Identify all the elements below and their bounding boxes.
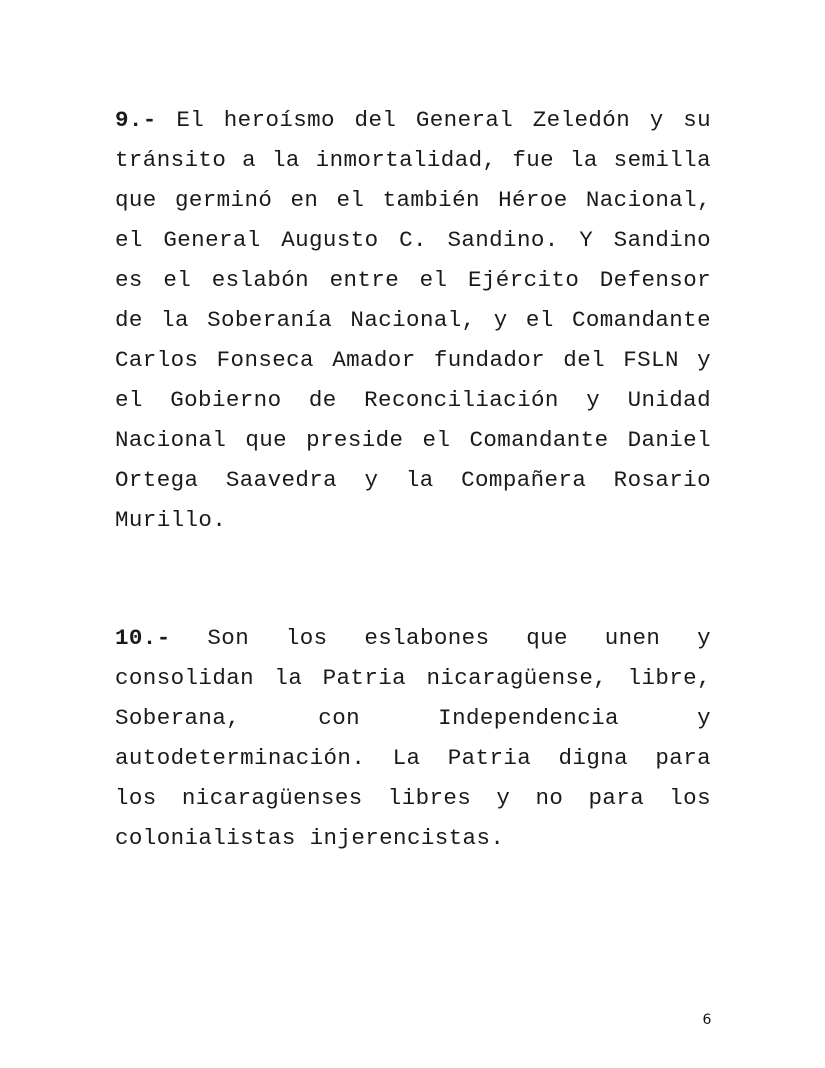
paragraph-number: 9.- [115, 107, 157, 133]
paragraph-number: 10.- [115, 625, 171, 651]
page-number: 6 [702, 1012, 712, 1028]
paragraph-text: El heroísmo del General Zeledón y su tránsito a la inmortalidad, fue la semilla que germinó en el también Héroe Nacional, el General Augusto C. Sandino. Y Sandino es el eslabón entre el Ejército Defensor de la Soberanía Nacional, y el Comandante Carlos Fonseca Amador fundador del FSLN y el Gobierno de Reconciliación y Unidad Nacional que preside el Comandante Daniel Ortega Saavedra y la Compañera Rosario Murillo. [115, 107, 711, 533]
paragraph-9 [115, 100, 711, 540]
paragraph-10 [115, 618, 711, 858]
paragraph-text: Son los eslabones que unen y consolidan la Patria nicaragüense, libre, Soberana, con Independencia y autodeterminación. La Patria digna para los nicaragüenses libres y no para los colonialistas injerencistas. [115, 625, 712, 851]
